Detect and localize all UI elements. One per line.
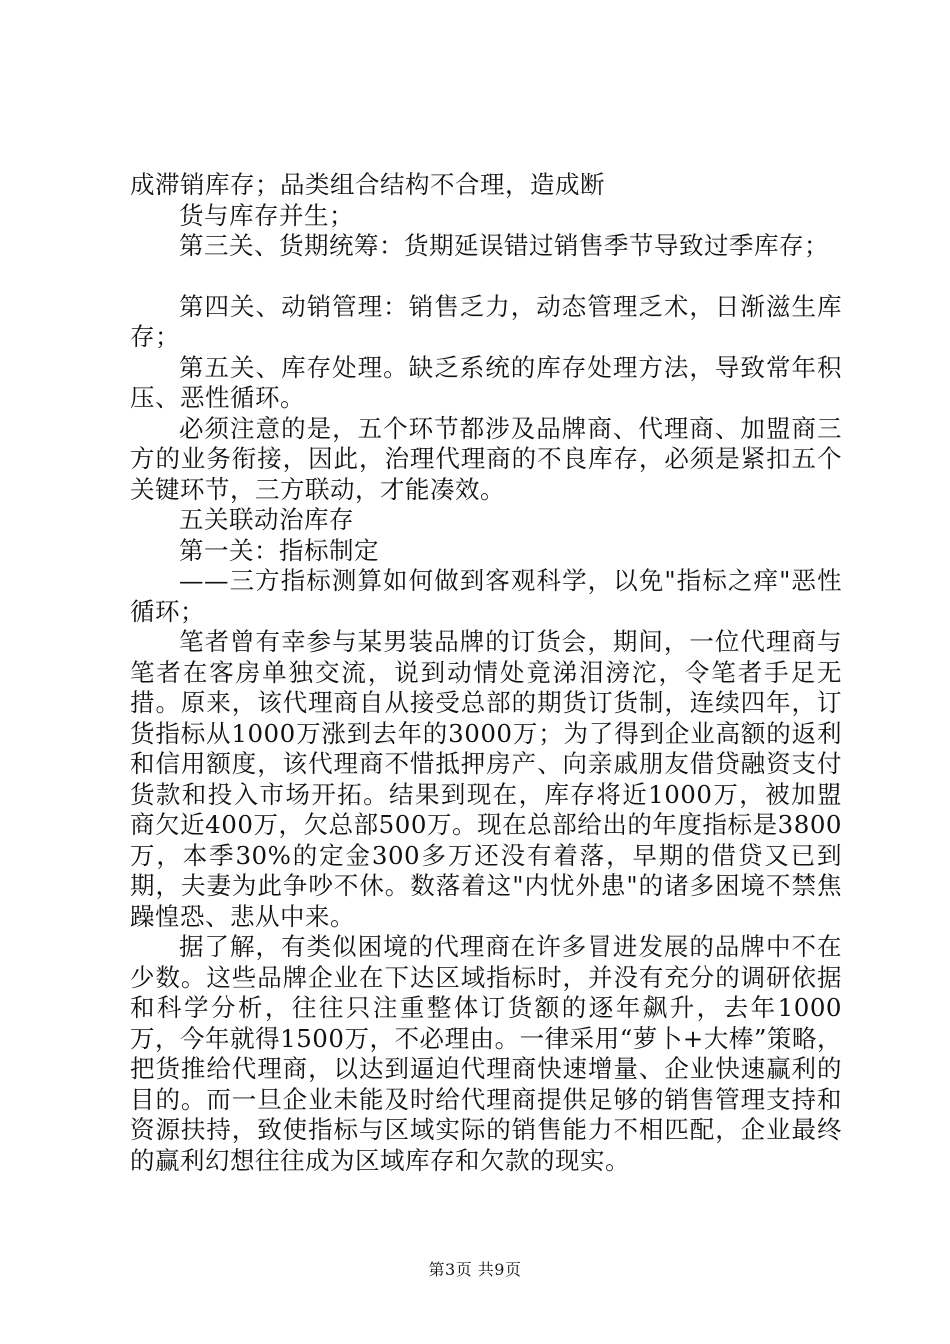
subsection-heading: 第一关：指标制定 [179, 535, 379, 565]
paragraph-continuation: 成滞销库存；品类组合结构不合理，造成断 [130, 170, 605, 199]
document-body [130, 170, 842, 1176]
paragraph-continuation-2: 货与库存并生； [179, 200, 354, 230]
paragraph-analysis: 据了解，有类似困境的代理商在许多冒进发展的品牌中不在少数。这些品牌企业在下达区域指标时，并没有充分的调研依据和科学分析，往往只注重整体订货额的逐年飙升，去年1000万，今年就得1500万，不必理由。一律采用“萝卜+大棒”策略，把货推给代理商，以达到逼迫代理商快速增量、企业快速赢利的目的。而一旦企业未能及时给代理商提供足够的销售管理支持和资源扶持，致使指标与区域实际的销售能力不相匹配，企业最终的赢利幻想往往成为区域库存和欠款的现实。 [130, 932, 842, 1175]
section-heading: 五关联动治库存 [179, 505, 354, 534]
paragraph-fourth-stage: 第四关、动销管理：销售乏力，动态管理乏术，日渐滋生库存； [130, 291, 842, 351]
paragraph-note: 必须注意的是，五个环节都涉及品牌商、代理商、加盟商三方的业务衔接，因此，治理代理商的不良库存，必须是紧扣五个关键环节，三方联动，才能凑效。 [130, 413, 842, 504]
paragraph-third-stage: 第三关、货期统筹：货期延误错过销售季节导致过季库存； [179, 231, 829, 260]
page-footer: 第3页 共9页 [428, 1260, 522, 1279]
subsection-subtitle: ——三方指标测算如何做到客观科学，以免"指标之痒"恶性循环； [130, 566, 842, 626]
paragraph-fifth-stage: 第五关、库存处理。缺乏系统的库存处理方法，导致常年积压、恶性循环。 [130, 352, 842, 412]
paragraph-story: 笔者曾有幸参与某男装品牌的订货会，期间，一位代理商与笔者在客房单独交流，说到动情处竟涕泪滂沱，令笔者手足无措。原来，该代理商自从接受总部的期货订货制，连续四年，订货指标从1000万涨到去年的3000万；为了得到企业高额的返利和信用额度，该代理商不惜抵押房产、向亲戚朋友借贷融资支付货款和投入市场开拓。结果到现在，库存将近1000万，被加盟商欠近400万，欠总部500万。现在总部给出的年度指标是3800万，本季30%的定金300多万还没有着落，早期的借贷又已到期，夫妻为此争吵不休。数落着这"内忧外患"的诸多困境不禁焦躁惶恐、悲从中来。 [130, 627, 842, 931]
